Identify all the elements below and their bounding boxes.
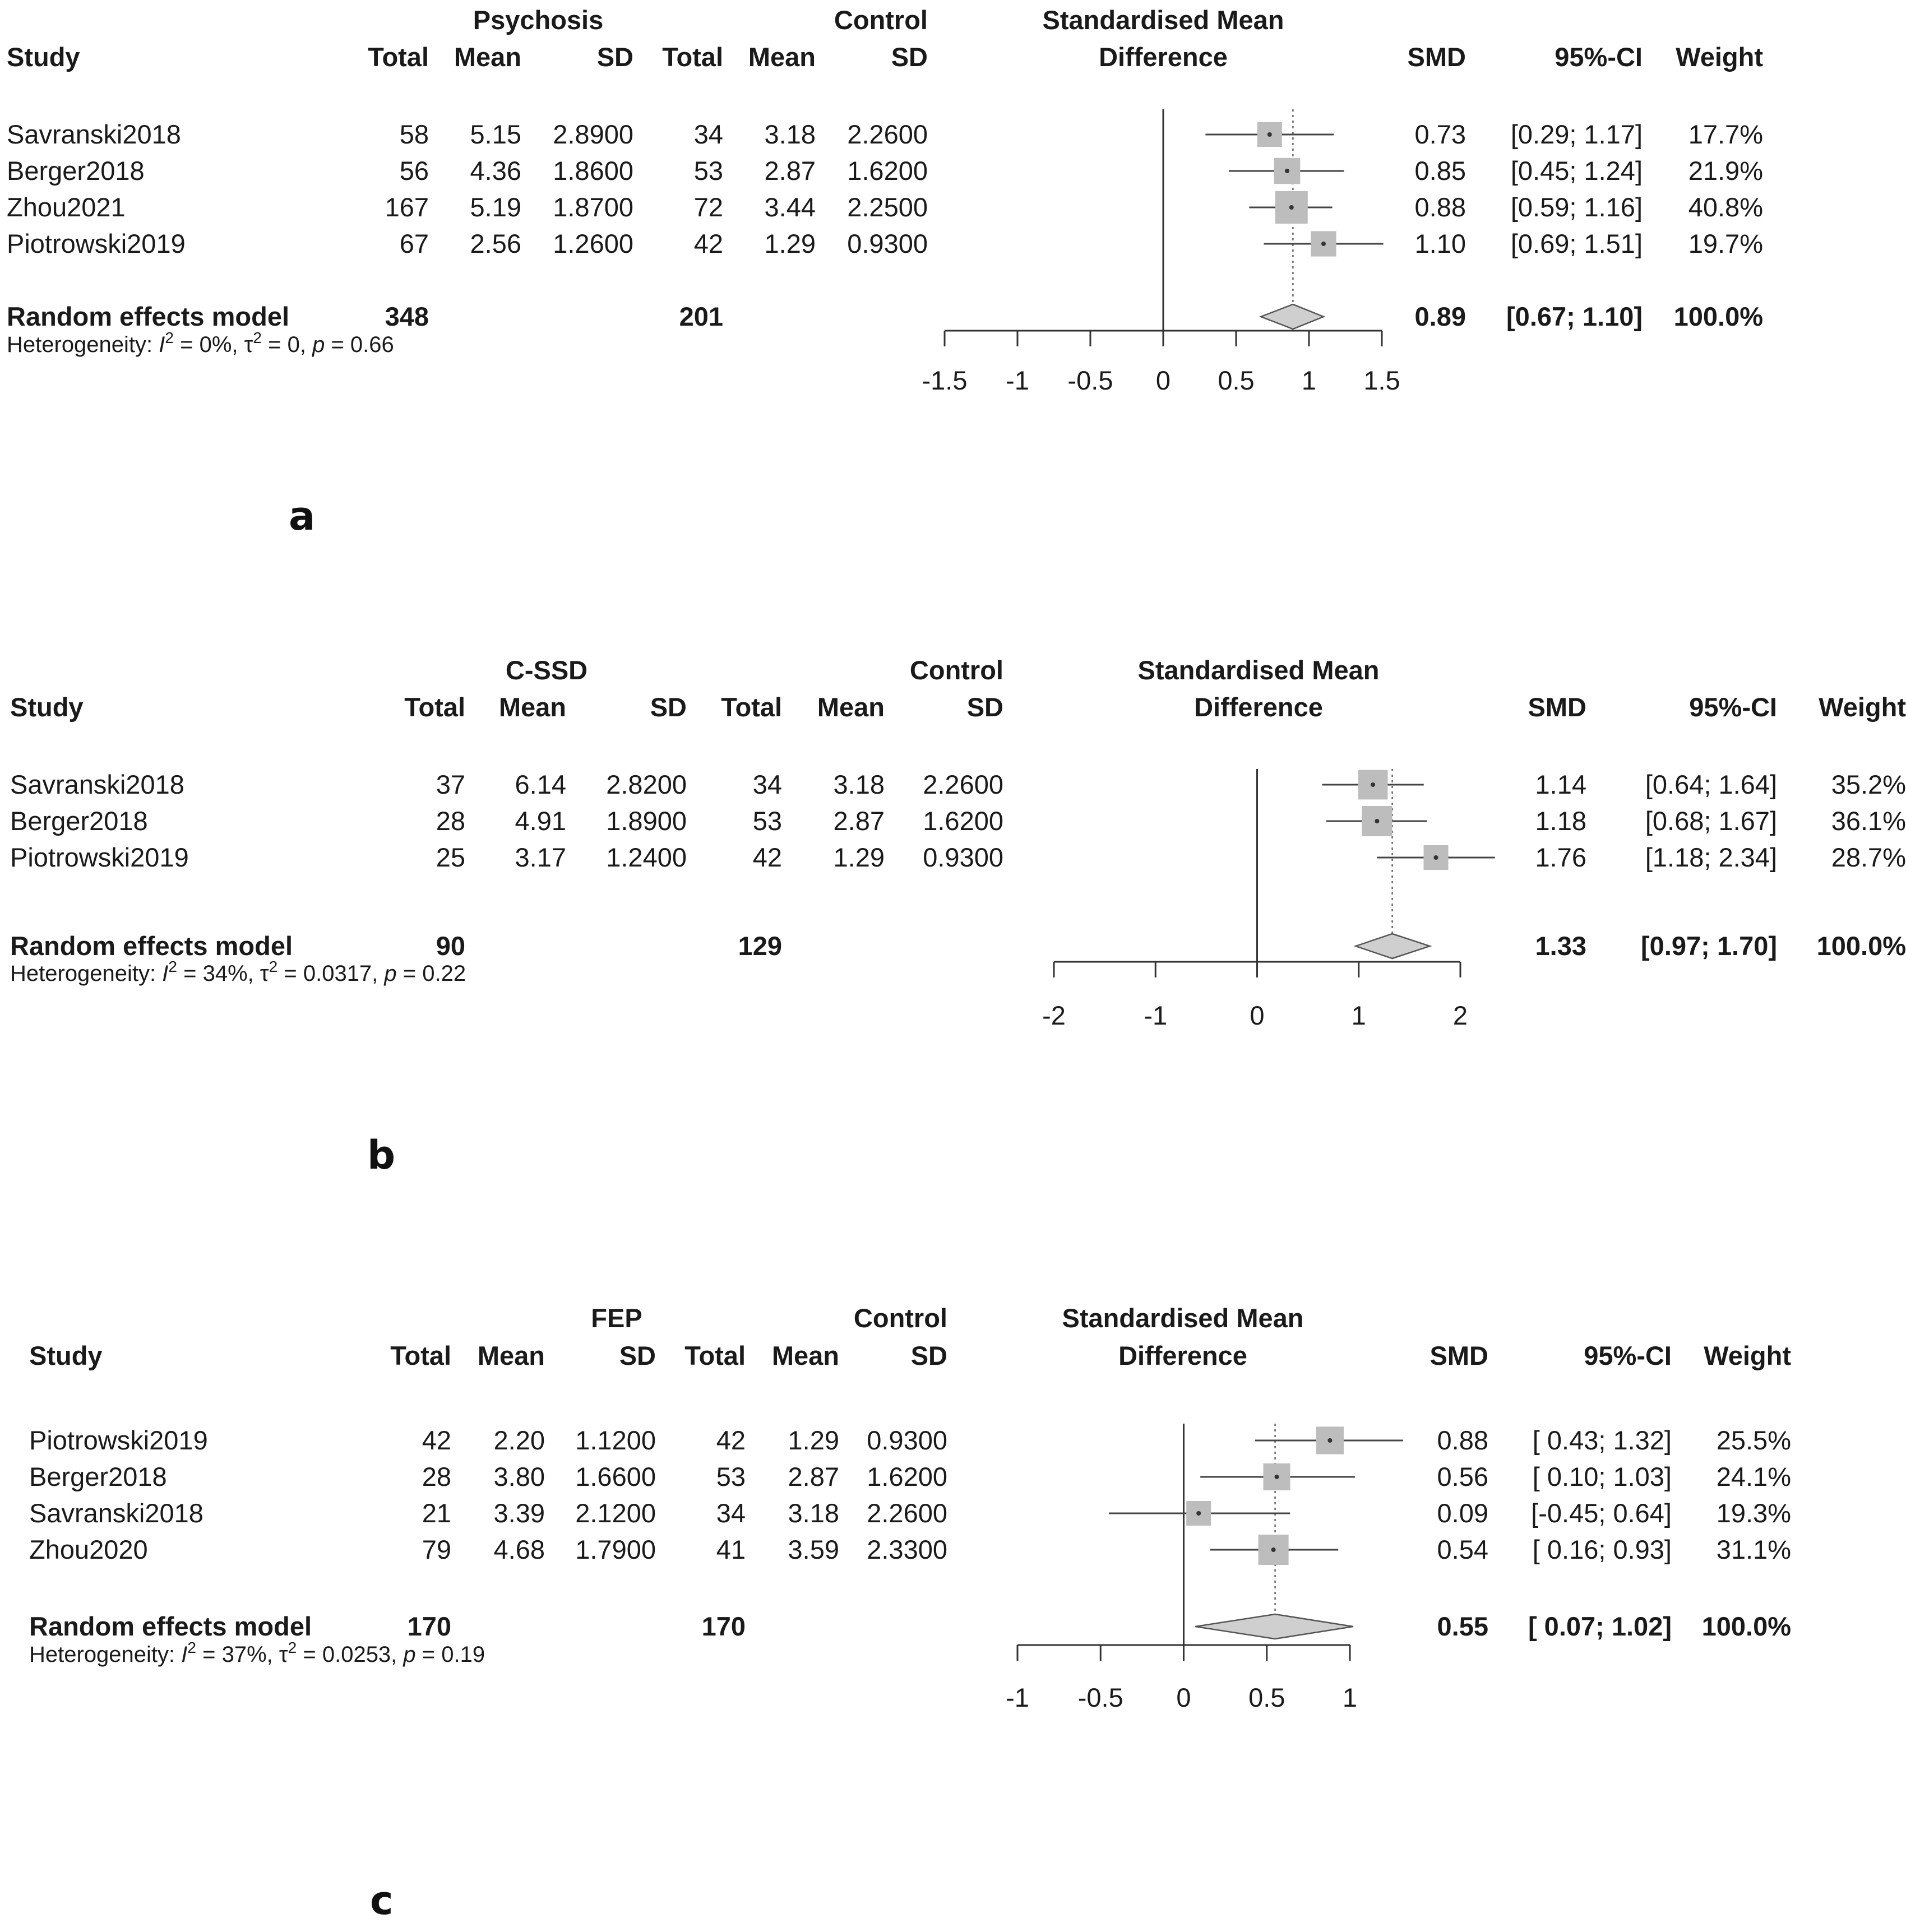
x-tick-label: 0: [1155, 365, 1171, 395]
pooled-exp-total: 90: [436, 931, 465, 961]
exp-mean: 2.56: [470, 229, 521, 258]
x-tick-label: 0: [1250, 1000, 1265, 1030]
study-weight: 31.1%: [1716, 1535, 1791, 1564]
col-header-smd: SMD: [1430, 1341, 1488, 1370]
x-axis: [1042, 962, 1468, 1030]
study-weight: 40.8%: [1688, 192, 1763, 222]
pooled-ci: [0.97; 1.70]: [1641, 931, 1777, 961]
study-ci: [0.59; 1.16]: [1510, 192, 1643, 222]
panel-label-b: b: [367, 1132, 396, 1178]
col-header-weight: Weight: [1676, 42, 1763, 72]
x-tick-label: 0.5: [1248, 1683, 1285, 1712]
point-estimate-dot: [1285, 169, 1289, 173]
study-row: [7, 191, 1763, 224]
col-header-ctrl-mean: Mean: [748, 42, 816, 72]
col-header-ctrl-sd: SD: [910, 1341, 947, 1370]
x-tick-label: 2: [1452, 1000, 1468, 1030]
ctrl-total: 53: [752, 806, 782, 836]
forest-panel-b: [0, 650, 1906, 1199]
x-tick-label: -0.5: [1067, 365, 1113, 395]
ctrl-sd: 1.6200: [847, 156, 928, 186]
study-weight: 21.9%: [1688, 156, 1763, 186]
exp-total: 28: [436, 806, 465, 836]
exp-mean: 4.36: [470, 156, 521, 186]
ctrl-sd: 0.9300: [867, 1425, 947, 1455]
pooled-smd: 1.33: [1535, 931, 1586, 961]
study-ci: [1.18; 2.34]: [1645, 842, 1777, 872]
forest-plot-b: [0, 650, 1906, 1199]
exp-total: 25: [436, 842, 465, 872]
exp-total: 67: [399, 229, 429, 258]
smd-title-line-2: Difference: [1099, 42, 1228, 72]
pooled-weight: 100.0%: [1673, 302, 1763, 331]
pooled-ctrl-total: 201: [679, 302, 723, 331]
forest-plot-c: [0, 1289, 1906, 1932]
x-tick-label: 1: [1351, 1000, 1366, 1030]
col-header-ci: 95%-CI: [1689, 692, 1777, 722]
pooled-weight: 100.0%: [1701, 1611, 1791, 1641]
point-estimate-dot: [1434, 855, 1438, 860]
exp-mean: 3.80: [493, 1462, 545, 1491]
forest-panel-a: [0, 0, 1906, 538]
point-estimate-dot: [1321, 242, 1326, 246]
pooled-weight: 100.0%: [1816, 931, 1906, 961]
study-name: Piotrowski2019: [7, 229, 186, 258]
col-header-ctrl-mean: Mean: [817, 692, 885, 722]
col-header-smd: SMD: [1528, 692, 1586, 722]
col-header-exp-sd: SD: [619, 1341, 656, 1370]
exp-mean: 4.91: [515, 806, 566, 836]
col-header-exp-mean: Mean: [498, 692, 566, 722]
group-label: C-SSD: [505, 655, 588, 685]
ctrl-total: 34: [693, 119, 723, 149]
study-smd: 0.09: [1437, 1498, 1488, 1528]
exp-total: 42: [422, 1425, 451, 1455]
exp-sd: 2.1200: [575, 1498, 656, 1528]
pooled-row: [7, 302, 1763, 331]
heterogeneity-text: Heterogeneity: $I^2 = 0\%$, $\tau^2 = 0$, p = 0.66: [7, 329, 394, 357]
pooled-ci: [ 0.07; 1.02]: [1528, 1611, 1672, 1641]
point-estimate-dot: [1375, 819, 1379, 823]
ctrl-total: 42: [716, 1425, 746, 1455]
study-name: Zhou2021: [7, 192, 126, 222]
exp-sd: 1.2400: [606, 842, 687, 872]
ctrl-mean: 3.18: [833, 770, 885, 799]
ctrl-mean: 1.29: [833, 842, 885, 872]
col-header-ci: 95%-CI: [1555, 42, 1643, 72]
study-ci: [0.29; 1.17]: [1510, 119, 1643, 149]
ctrl-sd: 1.6200: [923, 806, 1003, 836]
study-smd: 0.85: [1414, 156, 1466, 186]
panel-label-a: a: [289, 493, 316, 539]
study-smd: 0.54: [1437, 1535, 1488, 1564]
exp-sd: 1.8600: [553, 156, 633, 186]
col-header-exp-total: Total: [390, 1341, 451, 1370]
x-tick-label: 1: [1342, 1683, 1358, 1712]
col-header-study: Study: [10, 692, 84, 722]
ctrl-sd: 0.9300: [847, 229, 928, 258]
ctrl-total: 53: [693, 156, 723, 186]
pooled-diamond: [1356, 934, 1430, 958]
exp-mean: 3.17: [515, 842, 566, 872]
study-ci: [0.45; 1.24]: [1510, 156, 1643, 186]
group-label: Psychosis: [473, 5, 604, 35]
col-header-exp-sd: SD: [650, 692, 687, 722]
x-tick-label: -2: [1042, 1000, 1066, 1030]
ctrl-sd: 2.2600: [867, 1498, 947, 1528]
x-tick-label: -0.5: [1077, 1683, 1123, 1712]
ctrl-sd: 2.3300: [867, 1535, 947, 1564]
ctrl-total: 42: [693, 229, 723, 258]
x-axis: [1006, 1645, 1357, 1712]
study-weight: 19.7%: [1688, 229, 1763, 258]
exp-mean: 4.68: [493, 1535, 545, 1564]
ctrl-sd: 2.2500: [847, 192, 928, 222]
study-row: [7, 119, 1763, 149]
study-weight: 19.3%: [1716, 1498, 1791, 1528]
exp-sd: 1.6600: [575, 1462, 656, 1491]
pooled-smd: 0.55: [1437, 1611, 1488, 1641]
study-smd: 0.73: [1414, 119, 1466, 149]
study-smd: 0.88: [1437, 1425, 1488, 1455]
ctrl-mean: 3.18: [764, 119, 816, 149]
pooled-row: [29, 1611, 1791, 1641]
ctrl-total: 34: [752, 770, 782, 799]
col-header-weight: Weight: [1819, 692, 1906, 722]
point-estimate-dot: [1275, 1475, 1279, 1479]
ctrl-total: 53: [716, 1462, 746, 1491]
col-header-ctrl-total: Total: [684, 1341, 746, 1370]
exp-mean: 3.39: [493, 1498, 545, 1528]
exp-sd: 1.2600: [553, 229, 633, 258]
point-estimate-dot: [1271, 1548, 1276, 1552]
pooled-diamond: [1195, 1614, 1353, 1639]
col-header-weight: Weight: [1704, 1341, 1791, 1370]
smd-title-line-1: Standardised Mean: [1042, 5, 1284, 35]
smd-title-line-2: Difference: [1194, 692, 1323, 722]
control-label: Control: [909, 655, 1003, 685]
pooled-label: Random effects model: [10, 931, 293, 961]
x-tick-label: 1: [1301, 365, 1317, 395]
pooled-smd: 0.89: [1414, 302, 1466, 331]
col-header-exp-total: Total: [368, 42, 429, 72]
exp-mean: 2.20: [493, 1425, 545, 1455]
study-ci: [0.68; 1.67]: [1645, 806, 1777, 836]
ctrl-mean: 2.87: [764, 156, 816, 186]
col-header-study: Study: [29, 1341, 103, 1370]
exp-sd: 1.8900: [606, 806, 687, 836]
ctrl-mean: 3.59: [788, 1535, 839, 1564]
study-smd: 0.56: [1437, 1462, 1488, 1491]
study-smd: 1.14: [1535, 770, 1586, 799]
ctrl-mean: 3.18: [788, 1498, 839, 1528]
exp-sd: 2.8900: [553, 119, 633, 149]
col-header-ctrl-mean: Mean: [771, 1341, 839, 1370]
study-row: [7, 156, 1763, 186]
study-ci: [0.64; 1.64]: [1645, 770, 1777, 799]
pooled-exp-total: 170: [407, 1611, 451, 1641]
exp-sd: 1.7900: [575, 1535, 656, 1564]
col-header-ctrl-sd: SD: [966, 692, 1003, 722]
study-name: Savranski2018: [10, 770, 184, 799]
smd-title-line-2: Difference: [1118, 1341, 1247, 1370]
col-header-smd: SMD: [1407, 42, 1466, 72]
col-header-ctrl-total: Total: [662, 42, 723, 72]
point-estimate-dot: [1196, 1511, 1201, 1516]
exp-sd: 1.8700: [553, 192, 633, 222]
study-smd: 0.88: [1414, 192, 1466, 222]
x-tick-label: -1: [1006, 365, 1029, 395]
exp-mean: 5.19: [470, 192, 521, 222]
heterogeneity-text: Heterogeneity: $I^2 = 34\%$, $\tau^2 = 0.0317$, p = 0.22: [10, 958, 466, 986]
col-header-exp-total: Total: [404, 692, 465, 722]
pooled-diamond: [1261, 304, 1324, 329]
study-row: [29, 1462, 1791, 1491]
x-tick-label: 0.5: [1218, 365, 1255, 395]
col-header-ci: 95%-CI: [1584, 1341, 1672, 1370]
exp-mean: 6.14: [515, 770, 566, 799]
exp-sd: 1.1200: [575, 1425, 656, 1455]
col-header-exp-mean: Mean: [477, 1341, 545, 1370]
study-ci: [ 0.16; 0.93]: [1532, 1535, 1672, 1564]
ctrl-mean: 3.44: [764, 192, 816, 222]
col-header-exp-mean: Mean: [454, 42, 521, 72]
pooled-label: Random effects model: [29, 1611, 312, 1641]
exp-total: 37: [436, 770, 465, 799]
exp-total: 167: [385, 192, 429, 222]
study-weight: 25.5%: [1716, 1425, 1791, 1455]
pooled-ci: [0.67; 1.10]: [1506, 302, 1643, 331]
x-tick-label: -1: [1144, 1000, 1168, 1030]
exp-total: 58: [399, 119, 429, 149]
study-weight: 28.7%: [1831, 842, 1906, 872]
study-ci: [0.69; 1.51]: [1510, 229, 1643, 258]
forest-panel-c: [0, 1289, 1906, 1932]
exp-total: 21: [422, 1498, 451, 1528]
pooled-exp-total: 348: [385, 302, 429, 331]
study-ci: [ 0.43; 1.32]: [1532, 1425, 1672, 1455]
heterogeneity-text: Heterogeneity: $I^2 = 37\%$, $\tau^2 = 0.0253$, p = 0.19: [29, 1639, 485, 1667]
point-estimate-dot: [1327, 1438, 1332, 1443]
study-weight: 24.1%: [1716, 1462, 1791, 1491]
study-weight: 35.2%: [1831, 770, 1906, 799]
study-name: Zhou2020: [29, 1535, 148, 1564]
ctrl-sd: 2.2600: [923, 770, 1003, 799]
x-tick-label: 0: [1176, 1683, 1191, 1712]
study-row: [29, 1498, 1791, 1528]
point-estimate-dot: [1371, 782, 1375, 787]
study-row: [29, 1425, 1791, 1455]
study-row: [7, 229, 1763, 258]
pooled-row: [10, 931, 1906, 961]
study-row: [10, 770, 1906, 799]
col-header-ctrl-sd: SD: [891, 42, 928, 72]
ctrl-sd: 0.9300: [923, 842, 1003, 872]
study-row: [29, 1535, 1791, 1565]
study-smd: 1.18: [1535, 806, 1586, 836]
exp-total: 56: [399, 156, 429, 186]
pooled-label: Random effects model: [7, 302, 290, 331]
ctrl-mean: 2.87: [788, 1462, 839, 1491]
study-name: Piotrowski2019: [10, 842, 189, 872]
control-label: Control: [834, 5, 928, 35]
smd-title-line-1: Standardised Mean: [1137, 655, 1380, 685]
smd-title-line-1: Standardised Mean: [1062, 1303, 1304, 1333]
point-estimate-dot: [1289, 205, 1294, 210]
study-name: Berger2018: [7, 156, 145, 186]
study-row: [10, 806, 1906, 836]
study-row: [10, 842, 1906, 872]
col-header-study: Study: [7, 42, 80, 72]
x-axis: [922, 331, 1400, 395]
exp-total: 28: [422, 1462, 451, 1491]
study-ci: [ 0.10; 1.03]: [1532, 1462, 1672, 1491]
ctrl-total: 72: [693, 192, 723, 222]
x-tick-label: -1.5: [922, 365, 968, 395]
study-weight: 36.1%: [1831, 806, 1906, 836]
study-name: Berger2018: [29, 1462, 167, 1491]
ctrl-mean: 2.87: [833, 806, 885, 836]
study-name: Berger2018: [10, 806, 148, 836]
ctrl-sd: 1.6200: [867, 1462, 947, 1491]
control-label: Control: [853, 1303, 947, 1333]
panel-label-c: c: [370, 1878, 394, 1924]
forest-plot-a: [0, 0, 1906, 538]
ctrl-mean: 1.29: [788, 1425, 839, 1455]
pooled-ctrl-total: 170: [701, 1611, 746, 1641]
ctrl-sd: 2.2600: [847, 119, 928, 149]
study-name: Piotrowski2019: [29, 1425, 208, 1455]
point-estimate-dot: [1267, 132, 1272, 137]
group-label: FEP: [591, 1303, 642, 1333]
col-header-exp-sd: SD: [596, 42, 633, 72]
study-name: Savranski2018: [7, 119, 181, 149]
study-ci: [-0.45; 0.64]: [1531, 1498, 1672, 1528]
study-smd: 1.10: [1414, 229, 1466, 258]
study-weight: 17.7%: [1688, 119, 1763, 149]
exp-sd: 2.8200: [606, 770, 687, 799]
exp-total: 79: [422, 1535, 451, 1564]
x-tick-label: -1: [1006, 1683, 1029, 1712]
ctrl-total: 34: [716, 1498, 746, 1528]
x-tick-label: 1.5: [1363, 365, 1400, 395]
exp-mean: 5.15: [470, 119, 521, 149]
ctrl-total: 42: [752, 842, 782, 872]
ctrl-total: 41: [716, 1535, 746, 1564]
study-name: Savranski2018: [29, 1498, 203, 1528]
pooled-ctrl-total: 129: [738, 931, 782, 961]
col-header-ctrl-total: Total: [721, 692, 782, 722]
study-smd: 1.76: [1535, 842, 1586, 872]
ctrl-mean: 1.29: [764, 229, 816, 258]
